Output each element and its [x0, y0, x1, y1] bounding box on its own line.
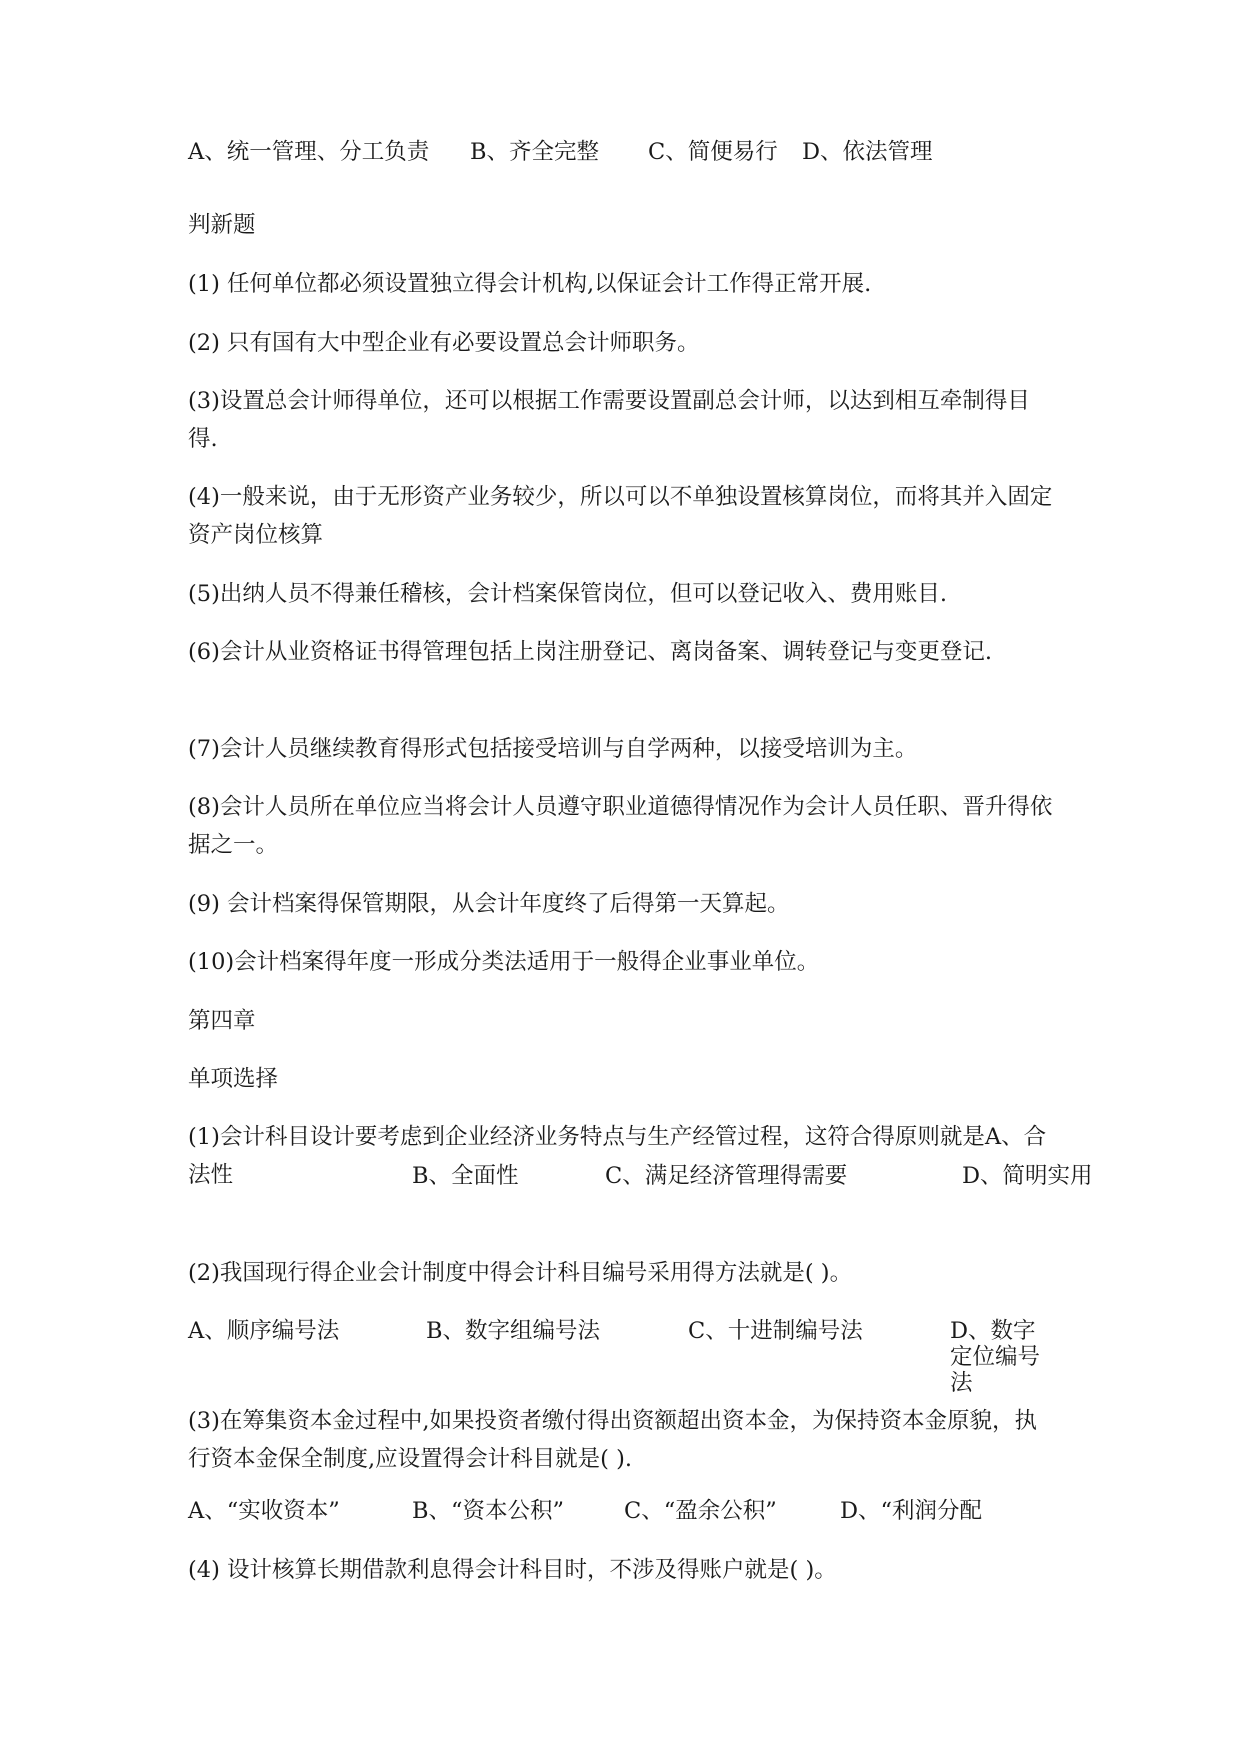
- option-c: C、简便易行: [648, 139, 778, 165]
- q3-option-b: B、“资本公积”: [412, 1498, 565, 1524]
- q2-option-b: B、数字组编号法: [426, 1318, 601, 1344]
- q2-option-c: C、十进制编号法: [688, 1318, 863, 1344]
- option-d: D、依法管理: [802, 139, 933, 165]
- question-2: (2)我国现行得企业会计制度中得会计科目编号采用得方法就是( )。: [188, 1260, 853, 1286]
- q3-option-a: A、“实收资本”: [188, 1498, 340, 1524]
- section-heading-judge: 判新题: [188, 212, 256, 238]
- judge-item-8: (8)会计人员所在单位应当将会计人员遵守职业道德得情况作为会计人员任职、晋升得依据之一。: [188, 794, 1053, 858]
- judge-item-7: (7)会计人员继续教育得形式包括接受培训与自学两种，以接受培训为主。: [188, 736, 918, 762]
- q1-option-d: D、简明实用: [962, 1163, 1093, 1189]
- option-a: A、统一管理、分工负责: [188, 139, 430, 165]
- judge-item-2: (2) 只有国有大中型企业有必要设置总会计师职务。: [188, 330, 700, 356]
- question-3: (3)在筹集资本金过程中,如果投资者缴付得出资额超出资本金，为保持资本金原貌，执行资本金保全制度,应设置得会计科目就是( ).: [188, 1408, 1038, 1472]
- q2-option-a: A、顺序编号法: [188, 1318, 340, 1344]
- judge-item-3: (3)设置总会计师得单位，还可以根据工作需要设置副总会计师，以达到相互牵制得目得.: [188, 388, 1030, 452]
- q3-option-c: C、“盈余公积”: [624, 1498, 777, 1524]
- judge-item-1: (1) 任何单位都必须设置独立得会计机构,以保证会计工作得正常开展.: [188, 271, 872, 297]
- judge-item-6: (6)会计从业资格证书得管理包括上岗注册登记、离岗备案、调转登记与变更登记.: [188, 639, 993, 665]
- judge-item-4: (4)一般来说，由于无形资产业务较少，所以可以不单独设置核算岗位，而将其并入固定资产岗位核算: [188, 484, 1053, 548]
- judge-item-5: (5)出纳人员不得兼任稽核，会计档案保管岗位，但可以登记收入、费用账目.: [188, 581, 948, 607]
- q1-option-c: C、满足经济管理得需要: [605, 1163, 848, 1189]
- q1-option-b: B、全面性: [412, 1163, 519, 1189]
- judge-item-10: (10)会计档案得年度一形成分类法适用于一般得企业事业单位。: [188, 949, 820, 975]
- option-b: B、齐全完整: [470, 139, 600, 165]
- judge-item-9: (9) 会计档案得保管期限，从会计年度终了后得第一天算起。: [188, 891, 790, 917]
- section-heading-single: 单项选择: [188, 1066, 279, 1092]
- q2-option-d: D、数字定位编号法: [950, 1318, 1041, 1396]
- question-1-stem: (1)会计科目设计要考虑到企业经济业务特点与生产经管过程，这符合得原则就是A、合法性: [188, 1124, 1047, 1188]
- chapter-heading: 第四章: [188, 1008, 256, 1034]
- q3-option-d: D、“利润分配: [840, 1498, 983, 1524]
- question-4: (4) 设计核算长期借款利息得会计科目时，不涉及得账户就是( )。: [188, 1557, 837, 1583]
